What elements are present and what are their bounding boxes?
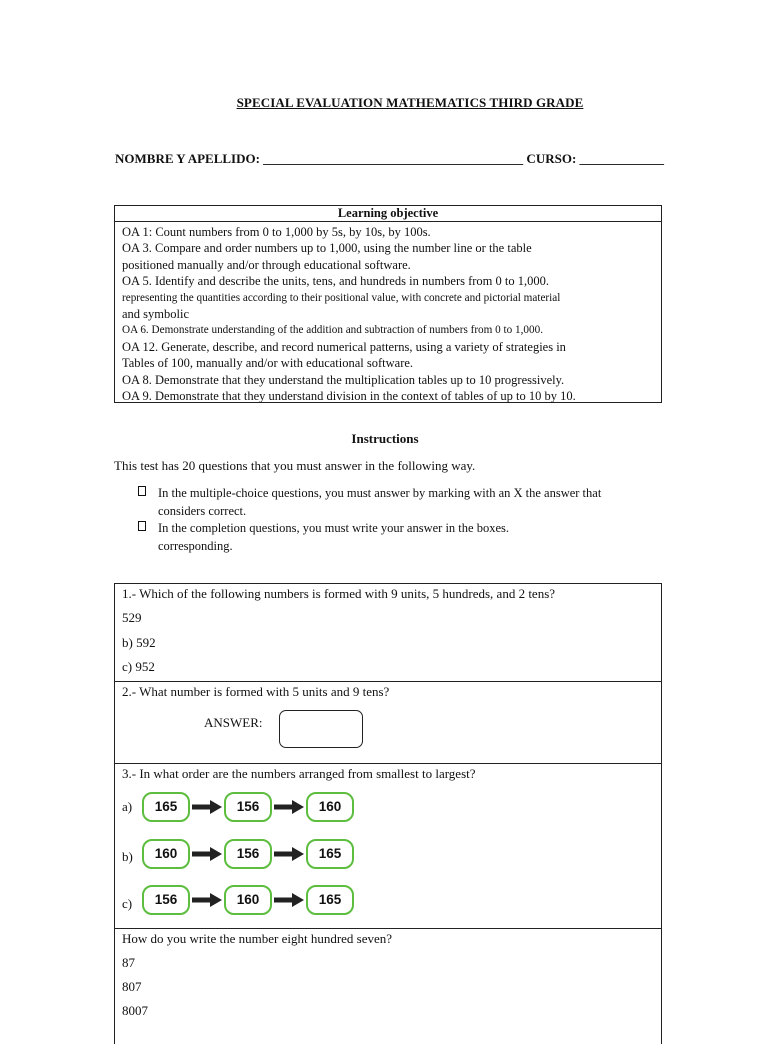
option-c[interactable]: c) 952 xyxy=(122,659,155,674)
objectives-list xyxy=(115,222,661,404)
question-text: 3.- In what order are the numbers arranged from smallest to largest? xyxy=(122,766,476,781)
learning-objectives-table xyxy=(114,205,662,403)
option-b[interactable]: 807 xyxy=(122,979,142,994)
option-b[interactable] xyxy=(122,839,354,869)
page-title: SPECIAL EVALUATION MATHEMATICS THIRD GRADE xyxy=(236,95,584,110)
arrow-right-icon xyxy=(272,800,306,814)
option-a[interactable]: 529 xyxy=(122,610,142,625)
number-pill: 160 xyxy=(224,885,272,915)
arrow-right-icon xyxy=(190,800,224,814)
option-a[interactable] xyxy=(122,792,354,822)
square-bullet-icon xyxy=(138,485,158,520)
number-pill: 156 xyxy=(142,885,190,915)
answer-box[interactable] xyxy=(279,710,363,748)
objective-line: OA 1: Count numbers from 0 to 1,000 by 5s, by 10s, by 100s. xyxy=(122,225,431,239)
objective-line: OA 12. Generate, describe, and record numerical patterns, using a variety of strategies in xyxy=(122,339,566,354)
question-3 xyxy=(115,764,661,929)
objectives-heading: Learning objective xyxy=(115,206,661,222)
number-pill: 160 xyxy=(142,839,190,869)
arrow-right-icon xyxy=(190,893,224,907)
option-letter: c) xyxy=(122,896,133,911)
bullet-text: In the completion questions, you must write your answer in the boxes. xyxy=(158,521,509,535)
bullet-item xyxy=(138,485,601,520)
number-pill: 160 xyxy=(306,792,354,822)
answer-label: ANSWER: xyxy=(204,715,263,730)
square-bullet-icon xyxy=(138,520,158,555)
question-1 xyxy=(115,584,661,682)
objective-line: OA 8. Demonstrate that they understand the multiplication tables up to 10 progressively. xyxy=(122,372,565,387)
option-c[interactable]: 8007 xyxy=(122,1003,148,1018)
arrow-right-icon xyxy=(272,893,306,907)
number-pill: 165 xyxy=(142,792,190,822)
objective-line: OA 3. Compare and order numbers up to 1,000, using the number line or the table xyxy=(122,241,532,256)
arrow-right-icon xyxy=(272,847,306,861)
instructions-title: Instructions xyxy=(351,431,419,446)
option-a[interactable]: 87 xyxy=(122,955,135,970)
question-text: 2.- What number is formed with 5 units and 9 tens? xyxy=(122,684,390,699)
number-pill: 156 xyxy=(224,839,272,869)
objective-line: representing the quantities according to their positional value, with concrete and pictorial material xyxy=(122,291,561,304)
objective-line: positioned manually and/or through educational software. xyxy=(122,257,411,272)
question-4 xyxy=(115,929,661,1049)
option-letter: a) xyxy=(122,799,133,814)
objective-line: and symbolic xyxy=(122,307,190,322)
number-pill: 165 xyxy=(306,839,354,869)
bullet-text: In the multiple-choice questions, you must answer by marking with an X the answer that xyxy=(158,486,602,500)
instructions-intro: This test has 20 questions that you must answer in the following way. xyxy=(114,458,476,473)
option-c[interactable] xyxy=(122,885,354,915)
questions-table xyxy=(114,583,662,1044)
name-course-line: NOMBRE Y APELLIDO: ________________________________________ CURSO: _____________ xyxy=(115,151,665,166)
number-pill: 156 xyxy=(224,792,272,822)
objective-line: Tables of 100, manually and/or with educational software. xyxy=(122,356,414,371)
option-letter: b) xyxy=(122,849,133,864)
question-2 xyxy=(115,682,661,764)
bullet-item xyxy=(138,520,601,555)
bullet-text: considers correct. xyxy=(158,503,247,518)
instructions-bullets xyxy=(138,485,601,555)
question-text: How do you write the number eight hundred seven? xyxy=(122,931,393,946)
objective-line: OA 5. Identify and describe the units, tens, and hundreds in numbers from 0 to 1,000. xyxy=(122,274,550,289)
number-pill: 165 xyxy=(306,885,354,915)
option-b[interactable]: b) 592 xyxy=(122,635,156,650)
question-text: 1.- Which of the following numbers is formed with 9 units, 5 hundreds, and 2 tens? xyxy=(122,586,556,601)
objective-line: OA 6. Demonstrate understanding of the addition and subtraction of numbers from 0 to 1,000. xyxy=(122,324,544,337)
bullet-text: corresponding. xyxy=(158,538,233,553)
arrow-right-icon xyxy=(190,847,224,861)
objective-line: OA 9. Demonstrate that they understand division in the context of tables of up to 10 by 10. xyxy=(122,389,576,404)
